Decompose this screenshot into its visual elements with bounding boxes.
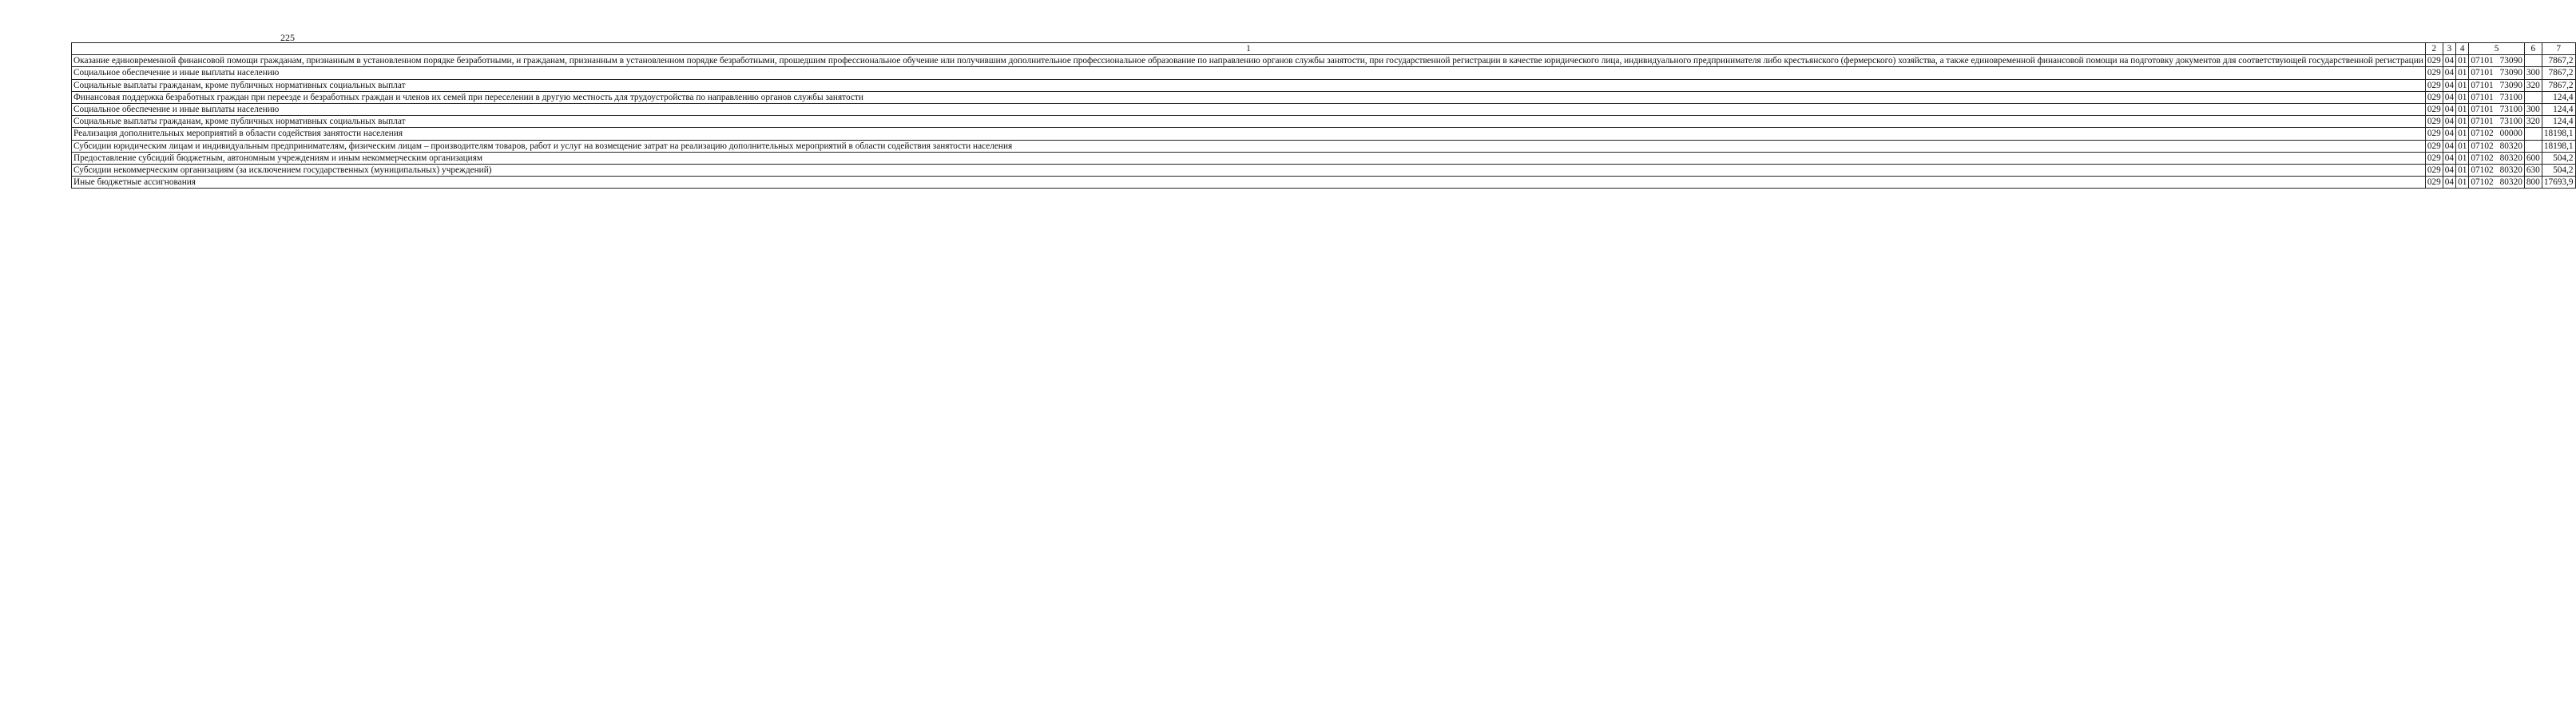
subsection-code: 01 — [2456, 152, 2469, 164]
amount: 124,4 — [2542, 91, 2575, 103]
section-code: 04 — [2443, 128, 2455, 140]
target-article-code — [2469, 79, 2525, 91]
program-code: 07102 — [2471, 129, 2494, 139]
ministry-code: 029 — [2425, 177, 2443, 189]
section-code: 04 — [2443, 165, 2455, 177]
column-header: 4 — [2456, 43, 2469, 55]
target-article-code — [2469, 116, 2525, 128]
direction-code: 80320 — [2499, 177, 2522, 188]
table-row — [72, 165, 2576, 177]
section-code: 04 — [2443, 116, 2455, 128]
target-article-code — [2469, 91, 2525, 103]
program-code: 07101 — [2471, 68, 2494, 78]
expense-type-code: 300 — [2524, 104, 2542, 116]
program-code: 07102 — [2471, 177, 2494, 188]
amount: 7867,2 — [2542, 79, 2575, 91]
column-header: 1 — [72, 43, 2426, 55]
section-code: 04 — [2443, 67, 2455, 79]
subsection-code: 01 — [2456, 177, 2469, 189]
target-article-code — [2469, 55, 2525, 67]
direction-code: 73100 — [2499, 117, 2522, 127]
expense-type-code: 630 — [2524, 165, 2542, 177]
program-code: 07101 — [2471, 56, 2494, 66]
expense-name: Социальные выплаты гражданам, кроме публичных нормативных социальных выплат — [72, 116, 2426, 128]
ministry-code: 029 — [2425, 140, 2443, 152]
expense-type-code: 320 — [2524, 79, 2542, 91]
table-row — [72, 79, 2576, 91]
direction-code: 80320 — [2499, 165, 2522, 176]
expense-type-code — [2524, 128, 2542, 140]
subsection-code: 01 — [2456, 116, 2469, 128]
amount: 7867,2 — [2542, 67, 2575, 79]
amount: 18198,1 — [2542, 128, 2575, 140]
expense-type-code — [2524, 140, 2542, 152]
subsection-code: 01 — [2456, 165, 2469, 177]
expense-name: Социальное обеспечение и иные выплаты населению — [72, 104, 2426, 116]
direction-code: 80320 — [2499, 141, 2522, 151]
program-code: 07101 — [2471, 92, 2494, 102]
expense-name: Социальное обеспечение и иные выплаты населению — [72, 67, 2426, 79]
ministry-code: 029 — [2425, 152, 2443, 164]
subsection-code: 01 — [2456, 128, 2469, 140]
amount: 18198,1 — [2542, 140, 2575, 152]
ministry-code: 029 — [2425, 79, 2443, 91]
column-header: 2 — [2425, 43, 2443, 55]
program-code: 07101 — [2471, 80, 2494, 90]
program-code: 07101 — [2471, 105, 2494, 115]
direction-code: 00000 — [2499, 129, 2522, 139]
table-row — [72, 128, 2576, 140]
target-article-code — [2469, 104, 2525, 116]
expense-name: Предоставление субсидий бюджетным, автономным учреждениям и иным некоммерческим организациям — [72, 152, 2426, 164]
program-code: 07102 — [2471, 141, 2494, 151]
amount: 17693,9 — [2542, 177, 2575, 189]
program-code: 07101 — [2471, 117, 2494, 127]
expense-name: Субсидии некоммерческим организациям (за исключением государственных (муниципальных) учреждений) — [72, 165, 2426, 177]
table-row — [72, 55, 2576, 67]
subsection-code: 01 — [2456, 67, 2469, 79]
table-row — [72, 116, 2576, 128]
direction-code: 73090 — [2499, 56, 2522, 66]
subsection-code: 01 — [2456, 104, 2469, 116]
ministry-code: 029 — [2425, 91, 2443, 103]
target-article-code — [2469, 165, 2525, 177]
direction-code: 73090 — [2499, 80, 2522, 90]
subsection-code: 01 — [2456, 55, 2469, 67]
ministry-code: 029 — [2425, 165, 2443, 177]
section-code: 04 — [2443, 91, 2455, 103]
amount: 504,2 — [2542, 152, 2575, 164]
ministry-code: 029 — [2425, 116, 2443, 128]
expense-name: Финансовая поддержка безработных граждан при переезде и безработных граждан и членов их семей при переселении в другую местность для трудоустройства по направлению органов службы занятости — [72, 91, 2426, 103]
table-row — [72, 177, 2576, 189]
target-article-code — [2469, 177, 2525, 189]
expense-type-code: 800 — [2524, 177, 2542, 189]
column-header: 5 — [2469, 43, 2525, 55]
table-row — [72, 104, 2576, 116]
expense-name: Иные бюджетные ассигнования — [72, 177, 2426, 189]
ministry-code: 029 — [2425, 67, 2443, 79]
target-article-code — [2469, 67, 2525, 79]
column-number-row — [72, 43, 2576, 55]
column-header: 3 — [2443, 43, 2455, 55]
subsection-code: 01 — [2456, 91, 2469, 103]
target-article-code — [2469, 152, 2525, 164]
column-header: 6 — [2524, 43, 2542, 55]
section-code: 04 — [2443, 177, 2455, 189]
expense-type-code — [2524, 55, 2542, 67]
expense-type-code: 300 — [2524, 67, 2542, 79]
table-row — [72, 67, 2576, 79]
direction-code: 73100 — [2499, 92, 2522, 102]
expense-name: Оказание единовременной финансовой помощи гражданам, признанным в установленном порядке безработными, и гражданам, признанным в установленном порядке безработными, прошедшим профессиональное обучение или получившим дополнительное профессиональное образование по направлению органов службы занятости, при государственной регистрации в качестве юридического лица, индивидуального предпринимателя либо крестьянского (фермерского) хозяйства, а также единовременной финансовой помощи на подготовку документов для соответствующей государственной регистрации — [72, 55, 2426, 67]
subsection-code: 01 — [2456, 79, 2469, 91]
program-code: 07102 — [2471, 153, 2494, 163]
section-code: 04 — [2443, 55, 2455, 67]
ministry-code: 029 — [2425, 104, 2443, 116]
expense-type-code: 320 — [2524, 116, 2542, 128]
direction-code: 73100 — [2499, 105, 2522, 115]
expense-name: Субсидии юридическим лицам и индивидуальным предпринимателям, физическим лицам – производителям товаров, работ и услуг на возмещение затрат на реализацию дополнительных мероприятий в области содействия занятости населения — [72, 140, 2426, 152]
section-code: 04 — [2443, 152, 2455, 164]
expense-name: Социальные выплаты гражданам, кроме публичных нормативных социальных выплат — [72, 79, 2426, 91]
expense-type-code — [2524, 91, 2542, 103]
amount: 504,2 — [2542, 165, 2575, 177]
amount: 124,4 — [2542, 104, 2575, 116]
expense-name: Реализация дополнительных мероприятий в области содействия занятости населения — [72, 128, 2426, 140]
section-code: 04 — [2443, 104, 2455, 116]
column-header: 7 — [2542, 43, 2575, 55]
ministry-code: 029 — [2425, 55, 2443, 67]
target-article-code — [2469, 140, 2525, 152]
table-row — [72, 152, 2576, 164]
page-number: 225 — [280, 32, 295, 43]
amount: 7867,2 — [2542, 55, 2575, 67]
budget-table — [71, 42, 2576, 189]
amount: 124,4 — [2542, 116, 2575, 128]
program-code: 07102 — [2471, 165, 2494, 176]
direction-code: 80320 — [2499, 153, 2522, 163]
section-code: 04 — [2443, 140, 2455, 152]
table-row — [72, 140, 2576, 152]
direction-code: 73090 — [2499, 68, 2522, 78]
section-code: 04 — [2443, 79, 2455, 91]
target-article-code — [2469, 128, 2525, 140]
subsection-code: 01 — [2456, 140, 2469, 152]
expense-type-code: 600 — [2524, 152, 2542, 164]
table-row — [72, 91, 2576, 103]
ministry-code: 029 — [2425, 128, 2443, 140]
